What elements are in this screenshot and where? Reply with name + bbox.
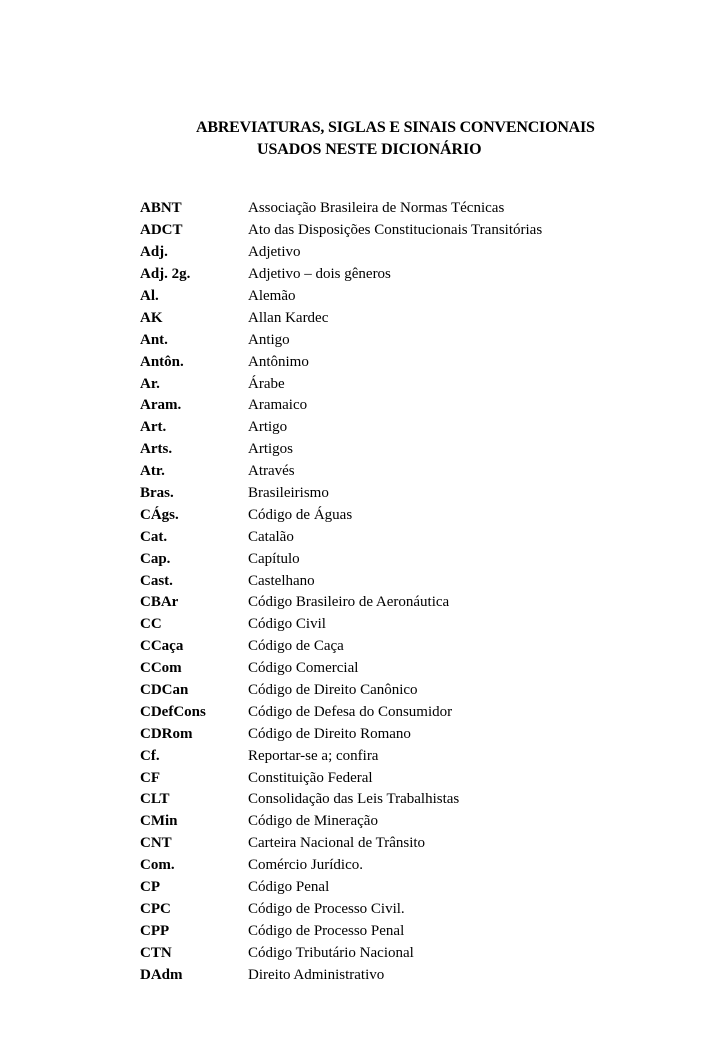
abbreviation: Ar. — [140, 375, 160, 392]
abbreviation: Aram. — [140, 397, 182, 414]
abbreviation: Bras. — [140, 485, 174, 502]
abbreviation: CP — [140, 879, 160, 896]
list-item — [140, 767, 610, 789]
abbreviation: Cap. — [140, 550, 171, 567]
abbreviation-meaning: Código de Direito Canônico — [248, 682, 418, 699]
list-item — [140, 636, 610, 658]
abbreviation: CBAr — [140, 594, 179, 611]
abbreviation-meaning: Código de Águas — [248, 506, 353, 523]
list-item — [140, 745, 610, 767]
list-item — [140, 964, 610, 986]
abbreviation: CF — [140, 769, 160, 786]
list-item — [140, 526, 610, 548]
abbreviation: Cat. — [140, 528, 168, 545]
abbreviation: Com. — [140, 857, 175, 874]
abbreviation-meaning: Carteira Nacional de Trânsito — [248, 835, 426, 852]
abbreviation-meaning: Código Comercial — [248, 660, 359, 677]
abbreviation-meaning: Capítulo — [248, 550, 300, 567]
abbreviation: Atr. — [140, 463, 165, 480]
abbreviation-meaning: Ato das Disposições Constitucionais Transitórias — [248, 222, 543, 239]
list-item — [140, 811, 610, 833]
list-item — [140, 658, 610, 680]
abbreviation-meaning: Código Penal — [248, 879, 330, 896]
abbreviation: CCaça — [140, 638, 184, 655]
abbreviation: CMin — [140, 813, 178, 830]
list-item — [140, 723, 610, 745]
abbreviation-meaning: Código de Processo Civil. — [248, 900, 405, 917]
abbreviation-meaning: Código de Processo Penal — [248, 922, 405, 939]
list-item — [140, 592, 610, 614]
abbreviation: ABNT — [140, 200, 182, 217]
abbreviation: Cf. — [140, 747, 160, 764]
abbreviation-meaning: Aramaico — [248, 397, 308, 414]
abbreviation-meaning: Artigos — [248, 441, 293, 458]
abbreviation: Cast. — [140, 572, 173, 589]
abbreviation: Al. — [140, 288, 159, 304]
abbreviation: CDCan — [140, 682, 189, 699]
abbreviation-meaning: Código Civil — [248, 616, 326, 633]
list-item — [140, 942, 610, 964]
abbreviation-meaning: Constituição Federal — [248, 769, 373, 786]
abbreviation-meaning: Antônimo — [248, 353, 309, 370]
abbreviation-meaning: Reportar-se a; confira — [248, 747, 379, 764]
list-item — [140, 461, 610, 483]
abbreviation: Ant. — [140, 331, 168, 348]
abbreviation-meaning: Código de Defesa do Consumidor — [248, 703, 453, 720]
abbreviation-meaning: Código Tributário Nacional — [248, 944, 414, 961]
abbreviation: CDRom — [140, 725, 193, 742]
list-item — [140, 220, 610, 242]
list-item — [140, 570, 610, 592]
abbreviation: CPC — [140, 900, 171, 917]
list-item — [140, 417, 610, 439]
abbreviation-meaning: Através — [248, 463, 295, 480]
abbreviation-meaning: Árabe — [248, 375, 285, 392]
list-item — [140, 351, 610, 373]
abbreviation-meaning: Adjetivo – dois gêneros — [248, 266, 391, 283]
abbreviation-meaning: Artigo — [248, 419, 288, 436]
abbreviation-meaning: Associação Brasileira de Normas Técnicas — [248, 200, 505, 217]
abbreviation: AK — [140, 309, 163, 326]
abbreviation-list — [140, 198, 610, 986]
list-item — [140, 504, 610, 526]
abbreviation: Arts. — [140, 441, 173, 458]
abbreviation-meaning: Antigo — [248, 331, 290, 348]
abbreviation-meaning: Allan Kardec — [248, 309, 329, 326]
list-item — [140, 286, 610, 308]
abbreviation: CÁgs. — [140, 506, 179, 523]
abbreviation: CC — [140, 616, 162, 633]
abbreviation: CDefCons — [140, 703, 206, 720]
abbreviation-meaning: Adjetivo — [248, 244, 301, 261]
abbreviation-meaning: Direito Administrativo — [248, 966, 385, 983]
list-item — [140, 264, 610, 286]
abbreviation: Art. — [140, 419, 167, 436]
abbreviation-meaning: Catalão — [248, 528, 294, 545]
abbreviation: Adj. — [140, 244, 168, 261]
abbreviation-meaning: Comércio Jurídico. — [248, 857, 363, 874]
list-item — [140, 680, 610, 702]
abbreviation-meaning: Código de Caça — [248, 638, 344, 655]
list-item — [140, 483, 610, 505]
abbreviation: DAdm — [140, 966, 183, 983]
list-item — [140, 833, 610, 855]
abbreviation-meaning: Código Brasileiro de Aeronáutica — [248, 594, 450, 611]
abbreviation: Adj. 2g. — [140, 266, 191, 283]
abbreviation: CLT — [140, 791, 170, 808]
list-item — [140, 307, 610, 329]
abbreviation-meaning: Castelhano — [248, 572, 315, 589]
list-item — [140, 548, 610, 570]
abbreviation: CTN — [140, 944, 172, 961]
abbreviation-meaning: Código de Direito Romano — [248, 725, 411, 742]
list-item — [140, 701, 610, 723]
abbreviation-meaning: Código de Mineração — [248, 813, 378, 830]
list-item — [140, 439, 610, 461]
list-item — [140, 899, 610, 921]
abbreviation: Antôn. — [140, 353, 184, 370]
abbreviation: ADCT — [140, 222, 183, 239]
list-item — [140, 855, 610, 877]
abbreviation-meaning: Alemão — [248, 288, 296, 304]
list-item — [140, 198, 610, 220]
list-item — [140, 329, 610, 351]
abbreviation: CPP — [140, 922, 170, 939]
page-title: ABREVIATURAS, SIGLAS E SINAIS CONVENCIONAIS — [196, 119, 595, 136]
page-subtitle: USADOS NESTE DICIONÁRIO — [257, 141, 482, 158]
abbreviation-meaning: Brasileirismo — [248, 485, 329, 502]
abbreviation: CNT — [140, 835, 172, 852]
list-item — [140, 242, 610, 264]
list-item — [140, 877, 610, 899]
list-item — [140, 920, 610, 942]
list-item — [140, 373, 610, 395]
abbreviation: CCom — [140, 660, 182, 677]
list-item — [140, 789, 610, 811]
list-item — [140, 614, 610, 636]
list-item — [140, 395, 610, 417]
abbreviation-meaning: Consolidação das Leis Trabalhistas — [248, 791, 460, 808]
